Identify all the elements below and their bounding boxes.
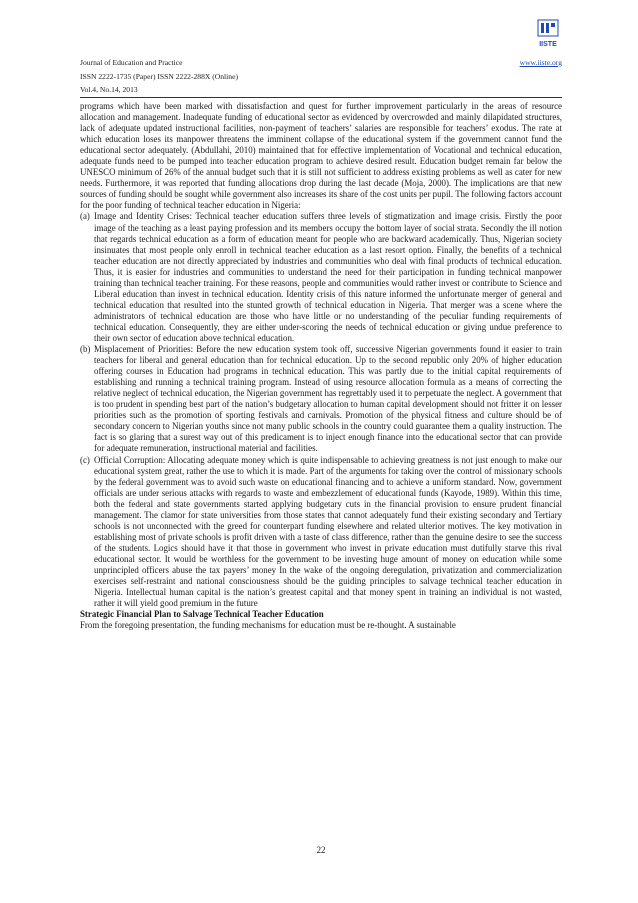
volume-line: Vol.4, No.14, 2013 bbox=[80, 85, 138, 94]
page-number: 22 bbox=[316, 845, 326, 855]
list-label: (c) bbox=[80, 454, 90, 465]
header-divider bbox=[80, 97, 562, 98]
list-text: Image and Identity Crises: Technical teacher education suffers three levels of stigmatization and image crisis. Firstly the poor image of the teaching as a least paying profession and its members occupy the bottom layer of social strata. Secondly the ill notion that regards technical education as a form of education meant for people who are backward academically. Thus, Nigerian society insinuates that most people only enroll in technical teacher education as a last resort option. Finally, the benefits of a technical teacher education are not directly appreciated by industries and communities who deal with final products of technical education. Thus, it is easier for industries and communities to understand the need for their participation in funding technical manpower training than technical teacher training. For these reasons, people and communities would rather invest or contribute to Science and Liberal education than invest in technical education. Identity crisis of this nature informed the unfortunate merger of general and technical education that resulted into the stunted growth of technical education in Nigeria. That merger was a scene where the administrators of technical education are those who have little or no understanding of the peculiar funding requirements of technical education. Consequently, they are either under-scoring the needs of technical education or giving undue preference to their own sector of education above technical education. bbox=[94, 211, 562, 343]
list-text: Official Corruption: Allocating adequate money which is quite indispensable to achieving greatness is not just enough to make our educational system great, rather the use to which it is made. Part of the arguments for taking over the control of missionary schools by the federal government was to avoid such waste on educational financing and to achieve a uniform standard. Now, government officials are under serious attacks with regards to waste and embezzlement of educational funds (Kayode, 1989). Within this time, both the federal and state governments started applying budgetary cuts in the financial provision to ensure prudent financial management. The clamor for state universities from those states that cannot adequately fund their existing secondary and Tertiary schools is not unconnected with the greed for counterpart funding elsewhere and related ulterior motives. The key motivation in establishing most of private schools is profit driven with a taste of class difference, rather than the genuine desire to see the success of the students. Logics should have it that those in government who invest in private education must dutifully starve this rival educational sector. It would be worthless for the government to be investing huge amount of money on education while some unprincipled officers abuse the tax payers’ money In the wake of the ongoing deregulation, privatization and commercialization exercises self-restraint and national consciousness should be the guiding principles to salvage technical teacher education in Nigeria. Intellectual human capital is the nation’s greatest capital and that money spent in training an individual is not wasted, rather it will yield good premium in the future bbox=[94, 454, 562, 609]
logo-text: IISTE bbox=[539, 41, 557, 48]
journal-name: Journal of Education and Practice bbox=[80, 58, 183, 67]
journal-url-link[interactable]: www.iiste.org bbox=[519, 58, 562, 67]
intro-paragraph: programs which have been marked with dissatisfaction and quest for further improvement particularly in the areas of resource allocation and management. Inadequate funding of educational sector as evidenced by overcrowded and mainly dilapidated structures, lack of adequate updated instructional facilities, non-payment of teachers’ salaries are responsible for teachers’ exodus. The rate at which education loses its manpower threatens the imminent collapse of the educational system if the government cannot fund the educational sector adequately. (Abdullahi, 2010) maintained that for effective implementation of Vocational and technical education, adequate funds need to be pumped into teacher education program to achieve desired result. Education budget remain far below the UNESCO minimum of 26% of the annual budget such that it is still not sufficient to address existing problems as well as cater for new needs. Furthermore, it was reported that funding allocations drop during the last decade (Moja, 2000). The implications are that new sources of funding should be sought while government also increases its share of the cost units per pupil. The following factors account for the poor funding of technical teacher education in Nigeria: bbox=[80, 101, 562, 211]
list-item-c bbox=[80, 455, 562, 610]
page-header bbox=[80, 56, 562, 97]
section-heading: Strategic Financial Plan to Salvage Technical Teacher Education bbox=[80, 609, 324, 620]
issn-line: ISSN 2222-1735 (Paper) ISSN 2222-288X (Online) bbox=[80, 71, 238, 81]
list-label: (a) bbox=[80, 211, 90, 222]
list-item-a bbox=[80, 211, 562, 344]
list-item-b bbox=[80, 344, 562, 454]
list-label: (b) bbox=[80, 344, 91, 355]
closing-paragraph: From the foregoing presentation, the funding mechanisms for education must be re-thought. A sustainable bbox=[80, 620, 456, 631]
article-body bbox=[80, 101, 562, 631]
iiste-logo bbox=[534, 18, 562, 50]
list-text: Misplacement of Priorities: Before the new education system took off, successive Nigerian governments found it easier to train teachers for liberal and general education than for technical education. Up to the second republic only 20% of higher education offering courses in Education had programs in technical education. This was partly due to the initial capital requirements of establishing and running a technical training program. Instead of using resource allocation formula as a means of correcting the relative neglect of technical education, the Nigerian government has regrettably used it to perpetuate the neglect. A government that is too prudent in spending best part of the nation’s budgetary allocation to human capital development should not fritter it on lesser priorities such as the promotion of sporting festivals and carnivals. Promotion of the physical fitness and culture should be of secondary concern to Nigerian youths since not many public schools in the country could guarantee them a quality instruction. The fact is so glaring that a surest way out of this predicament is to inject enough finance into the educational sector that can provide for adequate remuneration, instructional material and facilities. bbox=[94, 344, 562, 454]
